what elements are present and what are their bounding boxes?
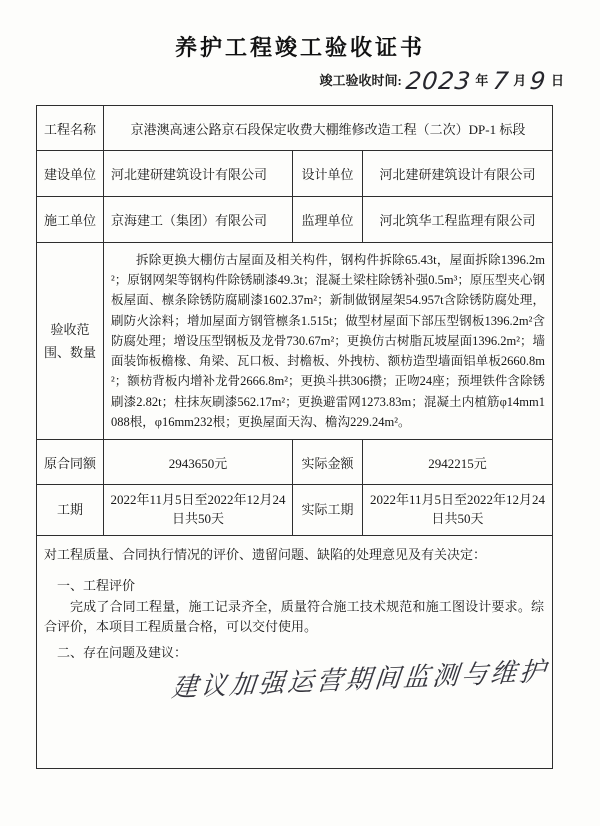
original-amount-value: 2943650元: [104, 440, 293, 485]
duration-label: 工期: [37, 485, 104, 536]
handwritten-month: 7: [491, 67, 511, 95]
supervisor-label: 监理单位: [293, 197, 363, 243]
actual-duration-value: 2022年11月5日至2022年12月24日共50天: [363, 485, 553, 536]
evaluation-heading: 对工程质量、合同执行情况的评价、遗留问题、缺陷的处理意见及有关决定：: [44, 547, 487, 562]
evaluation-cell: [37, 536, 553, 769]
handwritten-year: 2023: [404, 67, 473, 95]
month-unit: 月: [513, 73, 527, 88]
project-name-value: 京港澳高速公路京石段保定收费大棚维修改造工程（二次）DP-1 标段: [104, 106, 553, 151]
acceptance-date-label: 竣工验收时间:: [319, 73, 402, 88]
construction-unit-value: 河北建研建筑设计有限公司: [104, 151, 293, 197]
evaluation-section1-title: 一、工程评价: [57, 578, 136, 593]
contractor-value: 京海建工（集团）有限公司: [104, 197, 293, 243]
actual-amount-label: 实际金额: [293, 440, 363, 485]
document-title: 养护工程竣工验收证书: [174, 35, 425, 60]
acceptance-date-line: [0, 69, 600, 99]
scope-label: 验收范围、数量: [43, 321, 96, 360]
actual-amount-value: 2942215元: [363, 440, 553, 485]
duration-value: 2022年11月5日至2022年12月24日共50天: [104, 485, 293, 536]
scope-text: 拆除更换大棚仿古屋面及相关构件，钢构件拆除65.43t，屋面拆除1396.2m²；原钢网架等钢构件除锈刷漆49.3t；混凝土梁柱除锈补强0.5m³；原压型夹心钢板屋面、檩条除锈防腐刷漆1602.37m²；新制做钢屋架54.957t含除锈防腐处理，刷防火涂料；增加屋面方钢管檩条1.515t；做型材屋面下部压型钢板1396.2m²含防腐处理；增设压型钢板及龙骨730.67m²；更换仿古树脂瓦坡屋面1396.2m²；墙面装饰板檐椽、角梁、瓦口板、封檐板、外拽枋、额枋造型墙面铝单板2660.8m²；额枋背板内增补龙骨2666.8m²；更换斗拱306攒；正吻24座；预埋铁件含除锈刷漆2.82t；柱抹灰刷漆562.17m²；更换避雷网1273.83m；混凝土内植筋φ14mm1088根，φ16mm232根；更换屋面天沟、檐沟229.24m²。: [111, 252, 545, 429]
supervisor-value: 河北筑华工程监理有限公司: [363, 197, 553, 243]
units-row-2: [37, 197, 553, 243]
evaluation-section2-title: 二、存在问题及建议：: [57, 645, 188, 660]
year-unit: 年: [475, 73, 489, 88]
units-row-1: [37, 151, 553, 197]
actual-duration-label: 实际工期: [293, 485, 363, 536]
design-unit-value: 河北建研建筑设计有限公司: [363, 151, 553, 197]
project-name-row: [37, 106, 553, 151]
day-unit: 日: [550, 73, 564, 88]
evaluation-row: [37, 536, 553, 769]
project-name-label: 工程名称: [37, 106, 104, 151]
design-unit-label: 设计单位: [293, 151, 363, 197]
duration-row: [37, 485, 553, 536]
scope-label-cell: [37, 243, 104, 440]
construction-unit-label: 建设单位: [37, 151, 104, 197]
amount-row: [37, 440, 553, 485]
scope-value-cell: [104, 243, 553, 440]
scope-row: [37, 243, 553, 440]
acceptance-table: [36, 105, 553, 769]
contractor-label: 施工单位: [37, 197, 104, 243]
handwritten-day: 9: [528, 67, 549, 95]
handwritten-note: 建议加强运营期间监测与维护: [170, 656, 550, 704]
original-amount-label: 原合同额: [37, 440, 104, 485]
evaluation-section1-body: 完成了合同工程量，施工记录齐全，质量符合施工技术规范和施工图设计要求。综合评价，本项目工程质量合格，可以交付使用。: [44, 599, 544, 634]
